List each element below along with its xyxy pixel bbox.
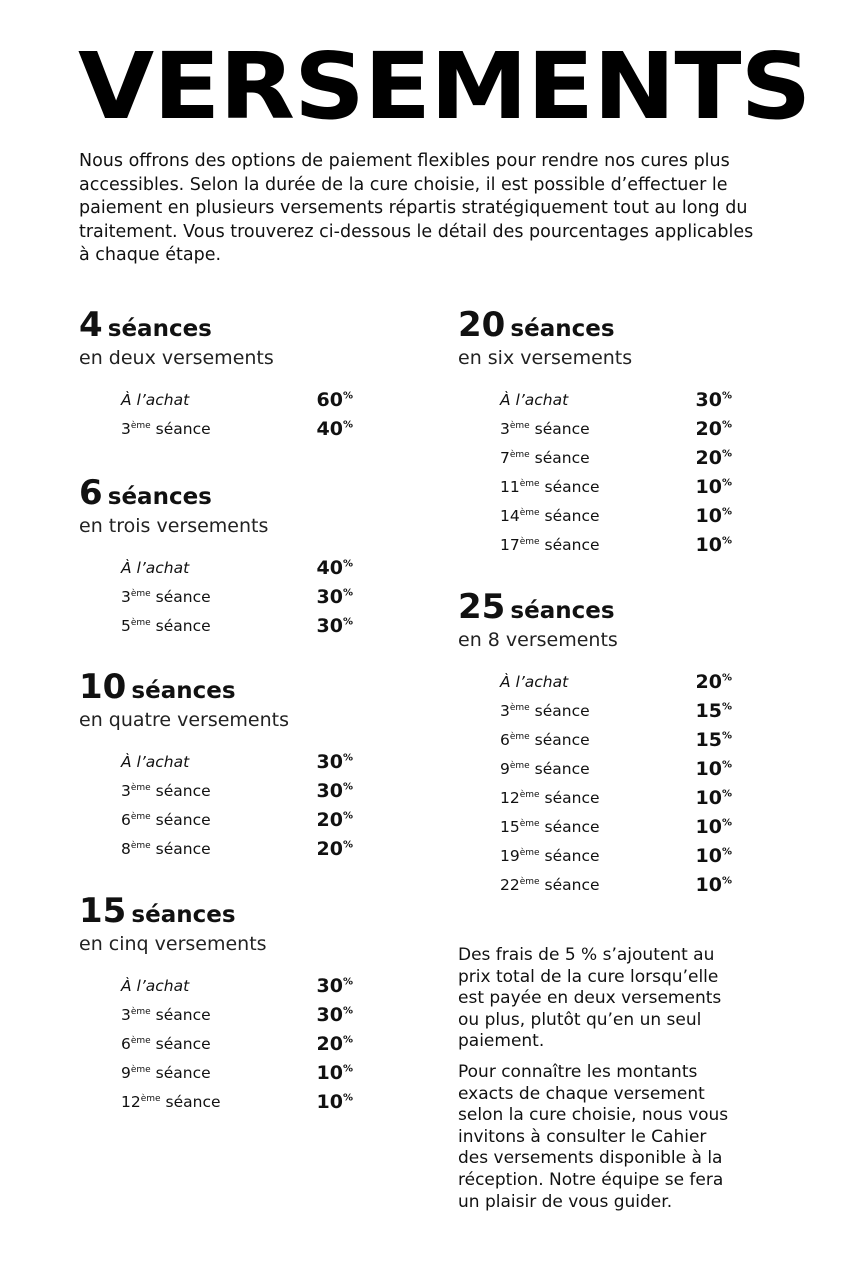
percent-sign: %: [721, 390, 732, 402]
installment-label: [500, 847, 600, 865]
session-ordinal-suffix: ème: [130, 1064, 151, 1075]
percentage-value: 20: [316, 1032, 343, 1055]
plan-session-unit: séances: [510, 316, 615, 342]
plan-15-seances: [79, 891, 379, 1116]
installment-row: [121, 1058, 353, 1087]
purchase-label: À l’achat: [121, 390, 190, 409]
plan-25-seances: [458, 587, 758, 899]
session-ordinal-suffix: ème: [509, 449, 530, 460]
installment-row: [121, 747, 353, 776]
plan-subtitle: en deux versements: [79, 347, 274, 369]
session-ordinal-suffix: ème: [519, 536, 540, 547]
session-word: séance: [155, 1005, 211, 1024]
session-ordinal-suffix: ème: [519, 818, 540, 829]
session-ordinal-number: 19: [500, 846, 520, 865]
installment-percentage: [696, 476, 732, 498]
percentage-value: 10: [695, 533, 722, 556]
percent-sign: %: [721, 846, 732, 858]
percentage-value: 10: [316, 1090, 343, 1113]
session-word: séance: [544, 817, 600, 836]
installment-row: [500, 812, 732, 841]
session-ordinal-number: 11: [500, 477, 520, 496]
plan-heading: [458, 305, 758, 345]
percentage-value: 20: [695, 670, 722, 693]
percent-sign: %: [721, 701, 732, 713]
installment-row: [500, 501, 732, 530]
installment-label: [121, 1093, 221, 1111]
percentage-value: 40: [316, 556, 343, 579]
installment-percentage: [317, 1091, 353, 1113]
session-ordinal-suffix: ème: [130, 420, 151, 431]
installment-row: [121, 971, 353, 1000]
purchase-label: À l’achat: [121, 752, 190, 771]
installment-row: [121, 1087, 353, 1116]
session-ordinal-number: 6: [121, 1034, 131, 1053]
session-word: séance: [534, 701, 590, 720]
session-ordinal-number: 3: [121, 587, 131, 606]
percentage-value: 10: [695, 757, 722, 780]
installment-row: [500, 870, 732, 899]
percentage-value: 20: [316, 808, 343, 831]
installment-percentage: [696, 534, 732, 556]
installment-percentage: [696, 671, 732, 693]
installment-percentage: [696, 758, 732, 780]
percent-sign: %: [721, 817, 732, 829]
session-ordinal-suffix: ème: [140, 1093, 161, 1104]
percent-sign: %: [342, 1005, 353, 1017]
session-ordinal-number: 5: [121, 616, 131, 635]
session-ordinal-number: 8: [121, 839, 131, 858]
installment-row: [500, 754, 732, 783]
session-ordinal-suffix: ème: [130, 1035, 151, 1046]
installment-label: [500, 507, 600, 525]
session-ordinal-number: 14: [500, 506, 520, 525]
installment-row: [121, 776, 353, 805]
percent-sign: %: [342, 1034, 353, 1046]
percent-sign: %: [721, 535, 732, 547]
installment-label: [500, 391, 568, 409]
percentage-value: 30: [316, 614, 343, 637]
session-word: séance: [544, 535, 600, 554]
percentage-value: 30: [695, 388, 722, 411]
percent-sign: %: [342, 616, 353, 628]
installment-label: [500, 789, 600, 807]
installment-label: [121, 617, 211, 635]
percentage-value: 10: [695, 873, 722, 896]
percentage-value: 15: [695, 728, 722, 751]
purchase-label: À l’achat: [500, 672, 569, 691]
session-word: séance: [534, 448, 590, 467]
session-ordinal-suffix: ème: [519, 876, 540, 887]
session-word: séance: [544, 846, 600, 865]
plan-session-unit: séances: [510, 598, 615, 624]
percent-sign: %: [721, 419, 732, 431]
session-ordinal-number: 3: [500, 701, 510, 720]
plan-20-seances: [458, 305, 758, 587]
percent-sign: %: [342, 1092, 353, 1104]
plan-subtitle: en cinq versements: [79, 933, 267, 955]
percent-sign: %: [342, 781, 353, 793]
session-word: séance: [544, 788, 600, 807]
session-ordinal-number: 6: [500, 730, 510, 749]
session-word: séance: [155, 587, 211, 606]
plan-heading: [79, 473, 379, 513]
percentage-value: 20: [316, 837, 343, 860]
session-ordinal-suffix: ème: [130, 840, 151, 851]
guidance-note-paragraph: Pour connaître les montants exacts de chaque versement selon la cure choisie, nous vous invitons à consulter le Cahier des versements disponible à la réception. Notre équipe se fera un plaisir de vous guider.: [458, 1061, 729, 1212]
session-word: séance: [534, 759, 590, 778]
installment-row: [500, 696, 732, 725]
installment-percentage: [317, 838, 353, 860]
percentage-value: 60: [316, 388, 343, 411]
installment-row: [500, 414, 732, 443]
installment-percentage: [317, 1033, 353, 1055]
session-ordinal-number: 3: [121, 419, 131, 438]
plan-session-unit: séances: [107, 484, 212, 510]
session-word: séance: [155, 1034, 211, 1053]
installment-percentage: [317, 809, 353, 831]
percentage-value: 30: [316, 585, 343, 608]
percent-sign: %: [342, 419, 353, 431]
percent-sign: %: [342, 976, 353, 988]
plan-session-count: 20: [458, 305, 506, 345]
plan-4-seances: [79, 305, 379, 473]
installment-list: [500, 385, 732, 559]
installment-percentage: [696, 816, 732, 838]
session-word: séance: [155, 781, 211, 800]
percentage-value: 30: [316, 974, 343, 997]
installment-list: [121, 971, 353, 1116]
session-ordinal-suffix: ème: [519, 478, 540, 489]
installment-row: [121, 582, 353, 611]
percent-sign: %: [721, 506, 732, 518]
percent-sign: %: [342, 810, 353, 822]
installment-percentage: [696, 787, 732, 809]
session-ordinal-number: 15: [500, 817, 520, 836]
session-ordinal-suffix: ème: [519, 789, 540, 800]
installment-label: [121, 588, 211, 606]
installment-percentage: [696, 874, 732, 896]
percent-sign: %: [721, 672, 732, 684]
percentage-value: 20: [695, 446, 722, 469]
installment-label: [121, 391, 189, 409]
installment-label: [500, 478, 600, 496]
plan-heading: [458, 587, 758, 627]
session-word: séance: [544, 477, 600, 496]
installment-list: [121, 747, 353, 863]
plan-session-count: 4: [79, 305, 103, 345]
session-ordinal-number: 7: [500, 448, 510, 467]
installment-percentage: [317, 751, 353, 773]
fees-note-paragraph: Des frais de 5 % s’ajoutent au prix total de la cure lorsqu’elle est payée en deux versements ou plus, plutôt qu’en un seul paiement.: [458, 945, 722, 1052]
right-column: [458, 305, 758, 899]
plan-heading: [79, 667, 379, 707]
percent-sign: %: [342, 752, 353, 764]
session-ordinal-number: 12: [500, 788, 520, 807]
percent-sign: %: [342, 390, 353, 402]
plan-session-unit: séances: [131, 678, 236, 704]
installment-row: [121, 1029, 353, 1058]
session-ordinal-suffix: ème: [130, 782, 151, 793]
installment-label: [500, 449, 590, 467]
plan-session-count: 15: [79, 891, 127, 931]
percentage-value: 30: [316, 1003, 343, 1026]
percent-sign: %: [342, 587, 353, 599]
installment-row: [500, 443, 732, 472]
percent-sign: %: [721, 759, 732, 771]
session-ordinal-suffix: ème: [509, 760, 530, 771]
installment-label: [121, 559, 189, 577]
session-word: séance: [534, 730, 590, 749]
percent-sign: %: [721, 448, 732, 460]
plan-session-unit: séances: [131, 902, 236, 928]
percentage-value: 10: [695, 475, 722, 498]
plan-6-seances: [79, 473, 379, 667]
percentage-value: 10: [695, 815, 722, 838]
fees-note: [458, 945, 738, 1222]
plan-session-unit: séances: [107, 316, 212, 342]
session-ordinal-suffix: ème: [509, 702, 530, 713]
plan-session-count: 6: [79, 473, 103, 513]
installment-percentage: [317, 1062, 353, 1084]
session-word: séance: [165, 1092, 221, 1111]
installment-row: [500, 783, 732, 812]
installment-percentage: [317, 780, 353, 802]
installment-label: [121, 811, 211, 829]
installment-label: [500, 536, 600, 554]
installment-percentage: [317, 389, 353, 411]
percentage-value: 10: [695, 786, 722, 809]
session-ordinal-suffix: ème: [519, 507, 540, 518]
installment-percentage: [317, 557, 353, 579]
installment-percentage: [317, 418, 353, 440]
installment-label: [500, 818, 600, 836]
percent-sign: %: [721, 730, 732, 742]
percent-sign: %: [721, 875, 732, 887]
session-ordinal-number: 12: [121, 1092, 141, 1111]
plan-10-seances: [79, 667, 379, 891]
session-word: séance: [534, 419, 590, 438]
installment-label: [121, 420, 211, 438]
session-ordinal-suffix: ème: [519, 847, 540, 858]
purchase-label: À l’achat: [121, 976, 190, 995]
installment-percentage: [317, 615, 353, 637]
percentage-value: 20: [695, 417, 722, 440]
session-word: séance: [155, 1063, 211, 1082]
installment-label: [500, 673, 568, 691]
installment-percentage: [696, 845, 732, 867]
installment-row: [500, 385, 732, 414]
left-column: [79, 305, 379, 1116]
installment-label: [121, 1064, 211, 1082]
session-ordinal-number: 9: [121, 1063, 131, 1082]
session-ordinal-number: 17: [500, 535, 520, 554]
installment-list: [500, 667, 732, 899]
installment-percentage: [696, 418, 732, 440]
session-ordinal-number: 3: [121, 781, 131, 800]
installment-row: [500, 725, 732, 754]
installment-percentage: [317, 1004, 353, 1026]
session-ordinal-number: 22: [500, 875, 520, 894]
installment-percentage: [317, 975, 353, 997]
installment-percentage: [696, 729, 732, 751]
percent-sign: %: [342, 558, 353, 570]
session-ordinal-suffix: ème: [130, 1006, 151, 1017]
session-word: séance: [155, 839, 211, 858]
session-word: séance: [155, 616, 211, 635]
installment-label: [121, 840, 211, 858]
installment-row: [121, 834, 353, 863]
installment-list: [121, 385, 353, 443]
percent-sign: %: [721, 477, 732, 489]
session-ordinal-suffix: ème: [130, 617, 151, 628]
installment-label: [121, 977, 189, 995]
installment-percentage: [317, 586, 353, 608]
installment-row: [121, 414, 353, 443]
percent-sign: %: [721, 788, 732, 800]
session-word: séance: [544, 506, 600, 525]
intro-text: Nous offrons des options de paiement flexibles pour rendre nos cures plus accessibles. Selon la durée de la cure choisie, il est possible d’effectuer le paiement en plusieurs versements répartis stratégiquement tout au long du traitement. Vous trouverez ci-dessous le détail des pourcentages applicables à chaque étape.: [79, 151, 754, 266]
installment-percentage: [696, 700, 732, 722]
installment-row: [121, 1000, 353, 1029]
session-ordinal-suffix: ème: [130, 588, 151, 599]
plan-subtitle: en six versements: [458, 347, 633, 369]
installment-label: [121, 1035, 211, 1053]
installment-label: [121, 782, 211, 800]
percent-sign: %: [342, 839, 353, 851]
installment-percentage: [696, 447, 732, 469]
installment-label: [500, 420, 590, 438]
plan-subtitle: en trois versements: [79, 515, 269, 537]
installment-row: [121, 385, 353, 414]
installment-row: [500, 667, 732, 696]
percentage-value: 10: [695, 504, 722, 527]
percentage-value: 30: [316, 779, 343, 802]
purchase-label: À l’achat: [121, 558, 190, 577]
session-ordinal-number: 3: [121, 1005, 131, 1024]
session-word: séance: [544, 875, 600, 894]
installment-percentage: [696, 505, 732, 527]
installment-row: [500, 472, 732, 501]
installment-label: [500, 876, 600, 894]
installment-row: [121, 805, 353, 834]
installment-label: [500, 731, 590, 749]
installment-label: [121, 1006, 211, 1024]
plan-heading: [79, 305, 379, 345]
percentage-value: 10: [316, 1061, 343, 1084]
percentage-value: 30: [316, 750, 343, 773]
percentage-value: 10: [695, 844, 722, 867]
plan-session-count: 25: [458, 587, 506, 627]
installment-label: [500, 702, 590, 720]
installment-row: [500, 530, 732, 559]
session-ordinal-number: 6: [121, 810, 131, 829]
session-ordinal-suffix: ème: [509, 731, 530, 742]
session-ordinal-suffix: ème: [509, 420, 530, 431]
installment-row: [500, 841, 732, 870]
percentage-value: 40: [316, 417, 343, 440]
installment-row: [121, 553, 353, 582]
session-ordinal-number: 9: [500, 759, 510, 778]
session-word: séance: [155, 419, 211, 438]
installment-label: [500, 760, 590, 778]
installment-list: [121, 553, 353, 640]
plan-session-count: 10: [79, 667, 127, 707]
session-word: séance: [155, 810, 211, 829]
installment-percentage: [696, 389, 732, 411]
plan-subtitle: en quatre versements: [79, 709, 290, 731]
plan-subtitle: en 8 versements: [458, 629, 618, 651]
installment-label: [121, 753, 189, 771]
session-ordinal-number: 3: [500, 419, 510, 438]
plan-heading: [79, 891, 379, 931]
purchase-label: À l’achat: [500, 390, 569, 409]
page-title: VERSEMENTS: [78, 33, 811, 140]
percent-sign: %: [342, 1063, 353, 1075]
session-ordinal-suffix: ème: [130, 811, 151, 822]
percentage-value: 15: [695, 699, 722, 722]
installment-row: [121, 611, 353, 640]
